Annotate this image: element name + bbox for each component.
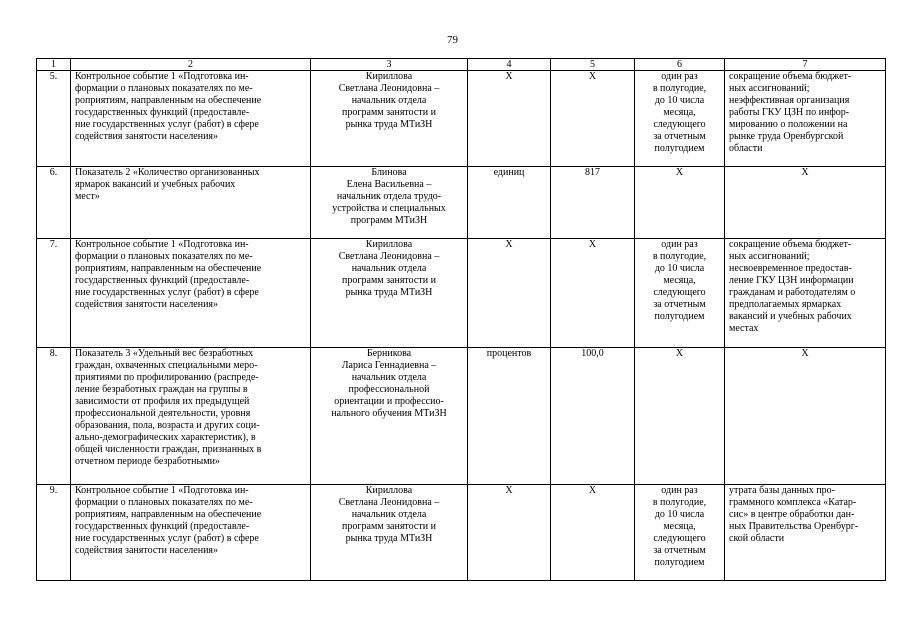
responsible-person: Блинова Елена Васильевна – начальник отдела трудо- устройства и специальных программ МТиЗН — [311, 167, 468, 239]
period: один раз в полугодие, до 10 числа месяца, следующего за отчетным полугодием — [635, 71, 725, 167]
page-number: 79 — [447, 34, 458, 46]
risk-description: X — [725, 167, 886, 239]
header-cell: 3 — [311, 59, 468, 71]
row-number: 5. — [37, 71, 71, 167]
item-name: Контрольное событие 1 «Подготовка ин- формации о плановых показателях по ме- роприятиям, направленным на обеспечение государственных функций (предоставле- ние государственных услуг (работ) в сфере содействия занятости населения» — [71, 71, 311, 167]
table-row — [37, 167, 886, 239]
header-cell: 6 — [635, 59, 725, 71]
value: X — [551, 239, 635, 348]
period: X — [635, 167, 725, 239]
risk-description: X — [725, 348, 886, 485]
value: X — [551, 71, 635, 167]
document-table — [36, 58, 886, 581]
item-name: Показатель 3 «Удельный вес безработных граждан, охваченных специальными меро- приятиями по профилированию (распреде- ление безработных граждан на группы в зависимости от профиля их предыдущей профессиональной деятельности, уровня образования, пола, возраста и других соци- ально-демографических характеристик), в общей численности граждан, признанных в отчетном периоде безработными» — [71, 348, 311, 485]
responsible-person: Берникова Лариса Геннадиевна – начальник отдела профессиональной ориентации и профессио- нального обучения МТиЗН — [311, 348, 468, 485]
row-number: 6. — [37, 167, 71, 239]
row-number: 8. — [37, 348, 71, 485]
period: X — [635, 348, 725, 485]
table-row — [37, 348, 886, 485]
responsible-person: Кириллова Светлана Леонидовна – начальник отдела программ занятости и рынка труда МТиЗН — [311, 485, 468, 581]
risk-description: сокращение объема бюджет- ных ассигнований; несвоевременное предостав- ление ГКУ ЦЗН информации гражданам и работодателям о предполагаемых ярмарках вакансий и учебных рабочих местах — [725, 239, 886, 348]
row-number: 7. — [37, 239, 71, 348]
item-name: Контрольное событие 1 «Подготовка ин- формации о плановых показателях по ме- роприятиям, направленным на обеспечение государственных функций (предоставле- ние государственных услуг (работ) в сфере содействия занятости населения» — [71, 485, 311, 581]
item-name: Контрольное событие 1 «Подготовка ин- формации о плановых показателях по ме- роприятиям, направленным на обеспечение государственных функций (предоставле- ние государственных услуг (работ) в сфере содействия занятости населения» — [71, 239, 311, 348]
value: 100,0 — [551, 348, 635, 485]
unit: X — [468, 71, 551, 167]
value: X — [551, 485, 635, 581]
risk-description: сокращение объема бюджет- ных ассигнований; неэффективная организация работы ГКУ ЦЗН по инфор- мированию о положении на рынке труда Оренбургской области — [725, 71, 886, 167]
responsible-person: Кириллова Светлана Леонидовна – начальник отдела программ занятости и рынка труда МТиЗН — [311, 239, 468, 348]
header-cell: 5 — [551, 59, 635, 71]
item-name: Показатель 2 «Количество организованных ярмарок вакансий и учебных рабочих мест» — [71, 167, 311, 239]
value: 817 — [551, 167, 635, 239]
unit: процентов — [468, 348, 551, 485]
table-row — [37, 71, 886, 167]
table-row — [37, 485, 886, 581]
header-cell: 1 — [37, 59, 71, 71]
unit: X — [468, 485, 551, 581]
period: один раз в полугодие, до 10 числа месяца, следующего за отчетным полугодием — [635, 239, 725, 348]
header-row — [37, 59, 886, 71]
unit: единиц — [468, 167, 551, 239]
period: один раз в полугодие, до 10 числа месяца, следующего за отчетным полугодием — [635, 485, 725, 581]
header-cell: 7 — [725, 59, 886, 71]
unit: X — [468, 239, 551, 348]
risk-description: утрата базы данных про- граммного комплекса «Катар- сис» в центре обработки дан- ных Правительства Оренбург- ской области — [725, 485, 886, 581]
table-row — [37, 239, 886, 348]
row-number: 9. — [37, 485, 71, 581]
responsible-person: Кириллова Светлана Леонидовна – начальник отдела программ занятости и рынка труда МТиЗН — [311, 71, 468, 167]
header-cell: 2 — [71, 59, 311, 71]
header-cell: 4 — [468, 59, 551, 71]
